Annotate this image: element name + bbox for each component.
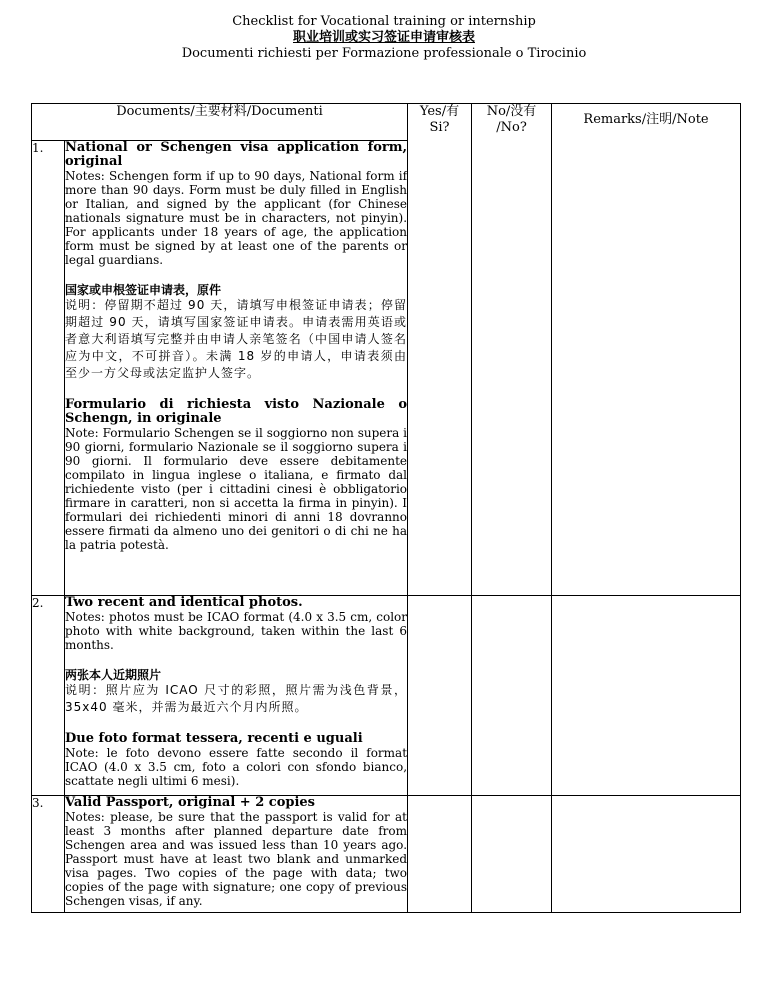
zh-title: 两张本人近期照片 [65,668,162,682]
it-title: Due foto format tessera, recenti e uguali [65,731,363,746]
yes-cell [408,596,472,796]
it-notes: Note: le foto devono essere fatte secondo il format ICAO (4.0 x 3.5 cm, foto a colori con sfondo bianco, scattate negli ultimi 6 mesi). [65,746,408,788]
zh-title: 国家或申根签证申请表，原件 [65,283,222,297]
table-row [32,596,741,796]
en-notes: Notes: Schengen form if up to 90 days, National form if more than 90 days. Form must be duly filled in English or Italian, and signed by the applicant (for Chinese nationals signature must be in characters, not pinyin). For applicants under 18 years of age, the application form must be signed by at least one of the parents or legal guardians. [65,169,408,267]
no-cell [472,796,552,913]
row-number: 1. [32,141,65,596]
it-notes: Note: Formulario Schengen se il soggiorno non supera i 90 giorni, formulario Nazionale se il soggiorno supera i 90 giorni. Il formulario deve essere debitamente compilato in lingua inglese o italiana, e firmato dal richiedente visto (per i cittadini cinesi è obbligatorio firmare in caratteri, non si accetta la firma in pinyin). I formulari dei richiedenti minori di anni 18 dovranno essere firmati da almeno uno dei genitori o di chi ne ha la patria potestà. [65,426,408,552]
en-title: Two recent and identical photos. [65,595,303,610]
header-title-it: Documenti richiesti per Formazione professionale o Tirocinio [181,46,587,61]
header-title-zh: 职业培训或实习签证申请审核表 [292,30,475,45]
row-number: 3. [32,796,65,913]
remarks-cell [552,596,741,796]
column-header-no: No/没有 /No? [472,104,552,596]
table-header-row [32,104,741,141]
checklist-table [31,103,741,913]
no-cell [472,596,552,796]
column-header-yes: Yes/有 Si? [408,104,472,596]
table-row [32,796,741,913]
row-number: 2. [32,596,65,796]
zh-notes: 说明：停留期不超过 90 天，请填写申根签证申请表；停留期超过 90 天，请填写国家签证申请表。申请表需用英语或者意大利语填写完整并由申请人亲笔签名（中国申请人签名应为中文，不可拼音）。未满 18 岁的申请人，申请表须由至少一方父母或法定监护人签字。 [65,298,408,380]
en-title: Valid Passport, original + 2 copies [65,795,315,810]
en-notes: Notes: photos must be ICAO format (4.0 x 3.5 cm, color photo with white background, taken within the last 6 months. [65,610,408,652]
column-header-remarks: Remarks/注明/Note [552,104,741,596]
remarks-cell [552,796,741,913]
header-title-en: Checklist for Vocational training or internship [232,14,536,29]
column-header-documents: Documents/主要材料/Documenti [32,104,408,141]
page-header [0,14,768,62]
document-description [65,141,408,596]
document-description [65,796,408,913]
yes-cell [408,796,472,913]
en-title: National or Schengen visa application form, original [65,140,408,169]
zh-notes: 说明：照片应为 ICAO 尺寸的彩照，照片需为浅色背景，35x40 毫米，并需为最近六个月内所照。 [65,683,408,714]
it-title: Formulario di richiesta visto Nazionale o Schengn, in originale [65,397,408,426]
en-notes: Notes: please, be sure that the passport is valid for at least 3 months after planned departure date from Schengen area and was issued less than 10 years ago. Passport must have at least two blank and unmarked visa pages. Two copies of the page with data; two copies of the page with signature; one copy of previous Schengen visas, if any. [65,810,408,908]
document-description [65,596,408,796]
